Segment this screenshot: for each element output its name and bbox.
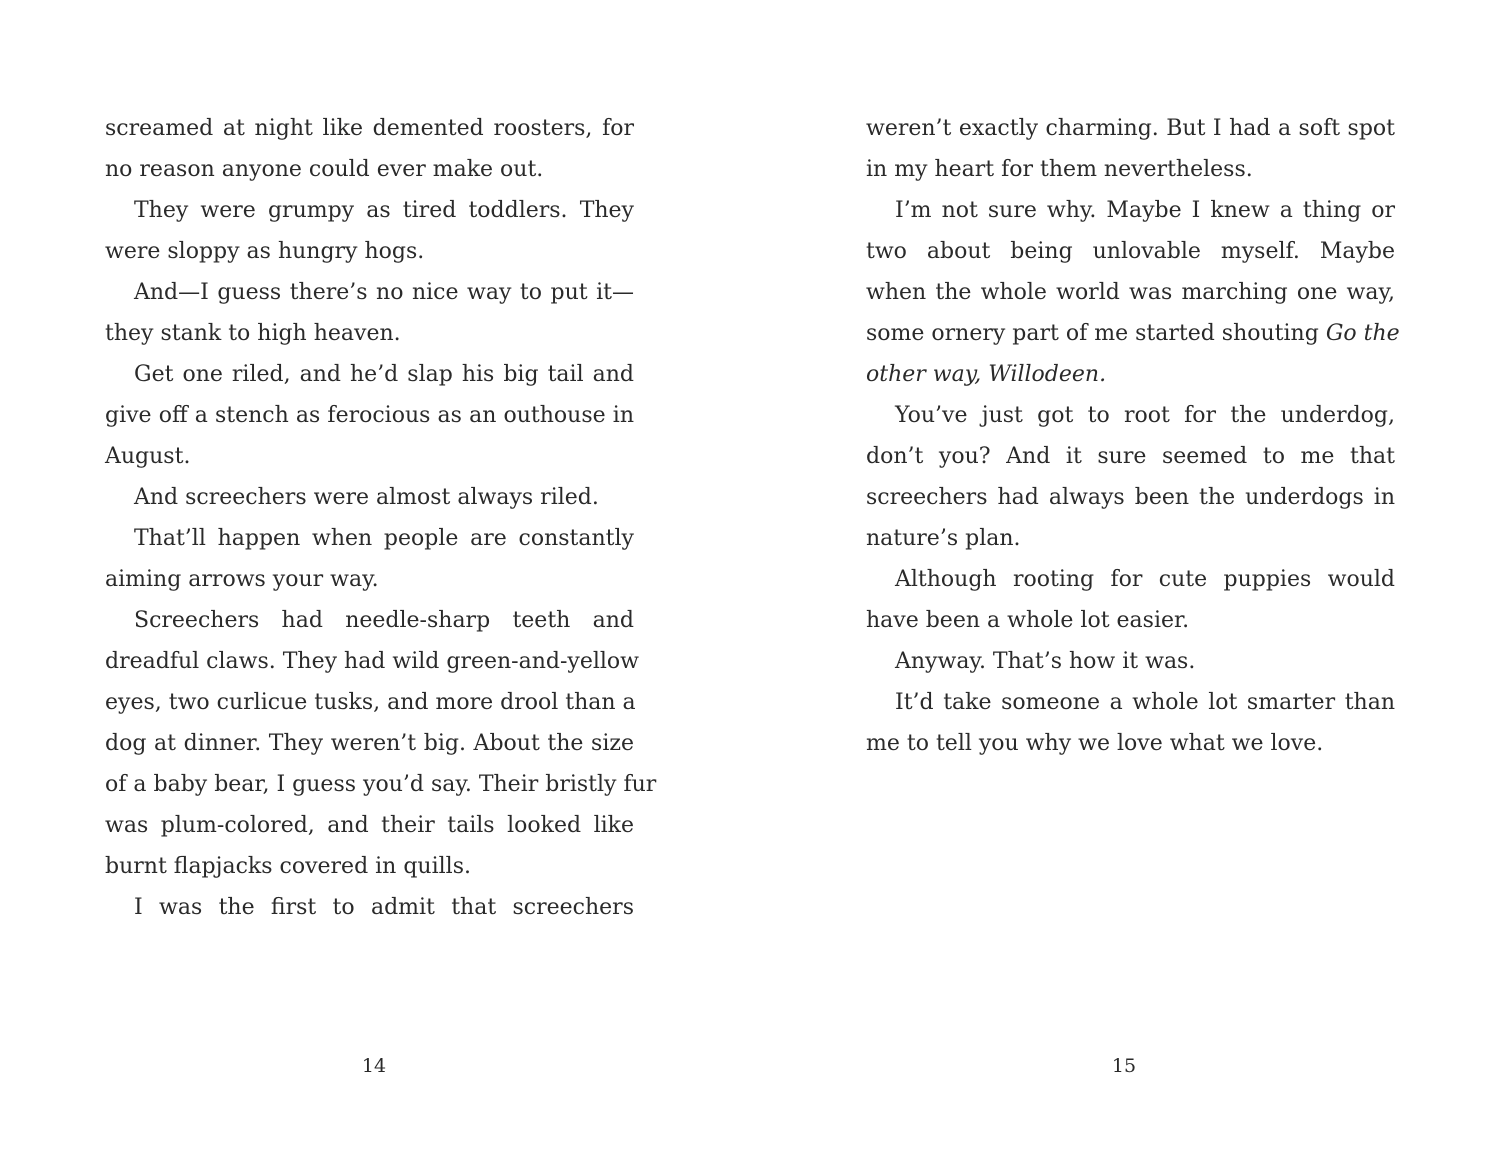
- text-line: Anyway. That’s how it was.: [895, 649, 1196, 674]
- left-page-text: [105, 108, 657, 928]
- page-number: 14: [361, 1055, 387, 1077]
- text-line: when the whole world was marching one way,: [866, 280, 1395, 305]
- text-line: don’t you? And it sure seemed to me that: [866, 444, 1395, 469]
- text-line: was plum-colored, and their tails looked like: [105, 813, 634, 838]
- text-line: You’ve just got to root for the underdog,: [895, 403, 1395, 428]
- text-line: dreadful claws. They had wild green-and-yellow: [105, 649, 640, 674]
- right-page-text: [866, 108, 1400, 764]
- text-line: two about being unlovable myself. Maybe: [866, 239, 1395, 264]
- italic-text-run: other way, Willodeen.: [866, 362, 1107, 387]
- text-line: [866, 313, 1400, 354]
- text-line: aiming arrows your way.: [105, 567, 379, 592]
- text-line: Although rooting for cute puppies would: [895, 567, 1395, 592]
- text-line: have been a whole lot easier.: [866, 608, 1190, 633]
- text-line: me to tell you why we love what we love.: [866, 731, 1324, 756]
- italic-text-run: Go the: [1325, 321, 1400, 346]
- text-line: give off a stench as ferocious as an outhouse in: [105, 403, 634, 428]
- text-line: It’d take someone a whole lot smarter than: [895, 690, 1395, 715]
- text-line: screamed at night like demented roosters, for: [105, 116, 634, 141]
- text-line: Screechers had needle-sharp teeth and: [134, 608, 634, 633]
- text-line: no reason anyone could ever make out.: [105, 157, 544, 182]
- text-line: eyes, two curlicue tusks, and more drool than a: [105, 690, 636, 715]
- page-number: 15: [1111, 1055, 1137, 1077]
- text-line: August.: [105, 444, 191, 469]
- text-line: weren’t exactly charming. But I had a soft spot: [866, 116, 1395, 141]
- text-line: And screechers were almost always riled.: [134, 485, 599, 510]
- text-line: They were grumpy as tired toddlers. They: [134, 198, 634, 223]
- text-line: I was the first to admit that screechers: [134, 895, 634, 920]
- text-line: That’ll happen when people are constantly: [134, 526, 634, 551]
- text-line: And—I guess there’s no nice way to put it—: [134, 280, 634, 305]
- text-line: Get one riled, and he’d slap his big tail and: [134, 362, 634, 387]
- text-line: screechers had always been the underdogs in: [866, 485, 1395, 510]
- text-line: were sloppy as hungry hogs.: [105, 239, 425, 264]
- text-line: dog at dinner. They weren’t big. About the size: [105, 731, 634, 756]
- text-line: [866, 354, 1395, 395]
- text-line: burnt flapjacks covered in quills.: [105, 854, 471, 879]
- text-line: they stank to high heaven.: [105, 321, 401, 346]
- text-run: some ornery part of me started shouting: [866, 321, 1326, 346]
- text-line: in my heart for them nevertheless.: [866, 157, 1253, 182]
- text-line: I’m not sure why. Maybe I knew a thing or: [895, 198, 1395, 223]
- text-line: nature’s plan.: [866, 526, 1021, 551]
- text-line: of a baby bear, I guess you’d say. Their bristly fur: [105, 772, 657, 797]
